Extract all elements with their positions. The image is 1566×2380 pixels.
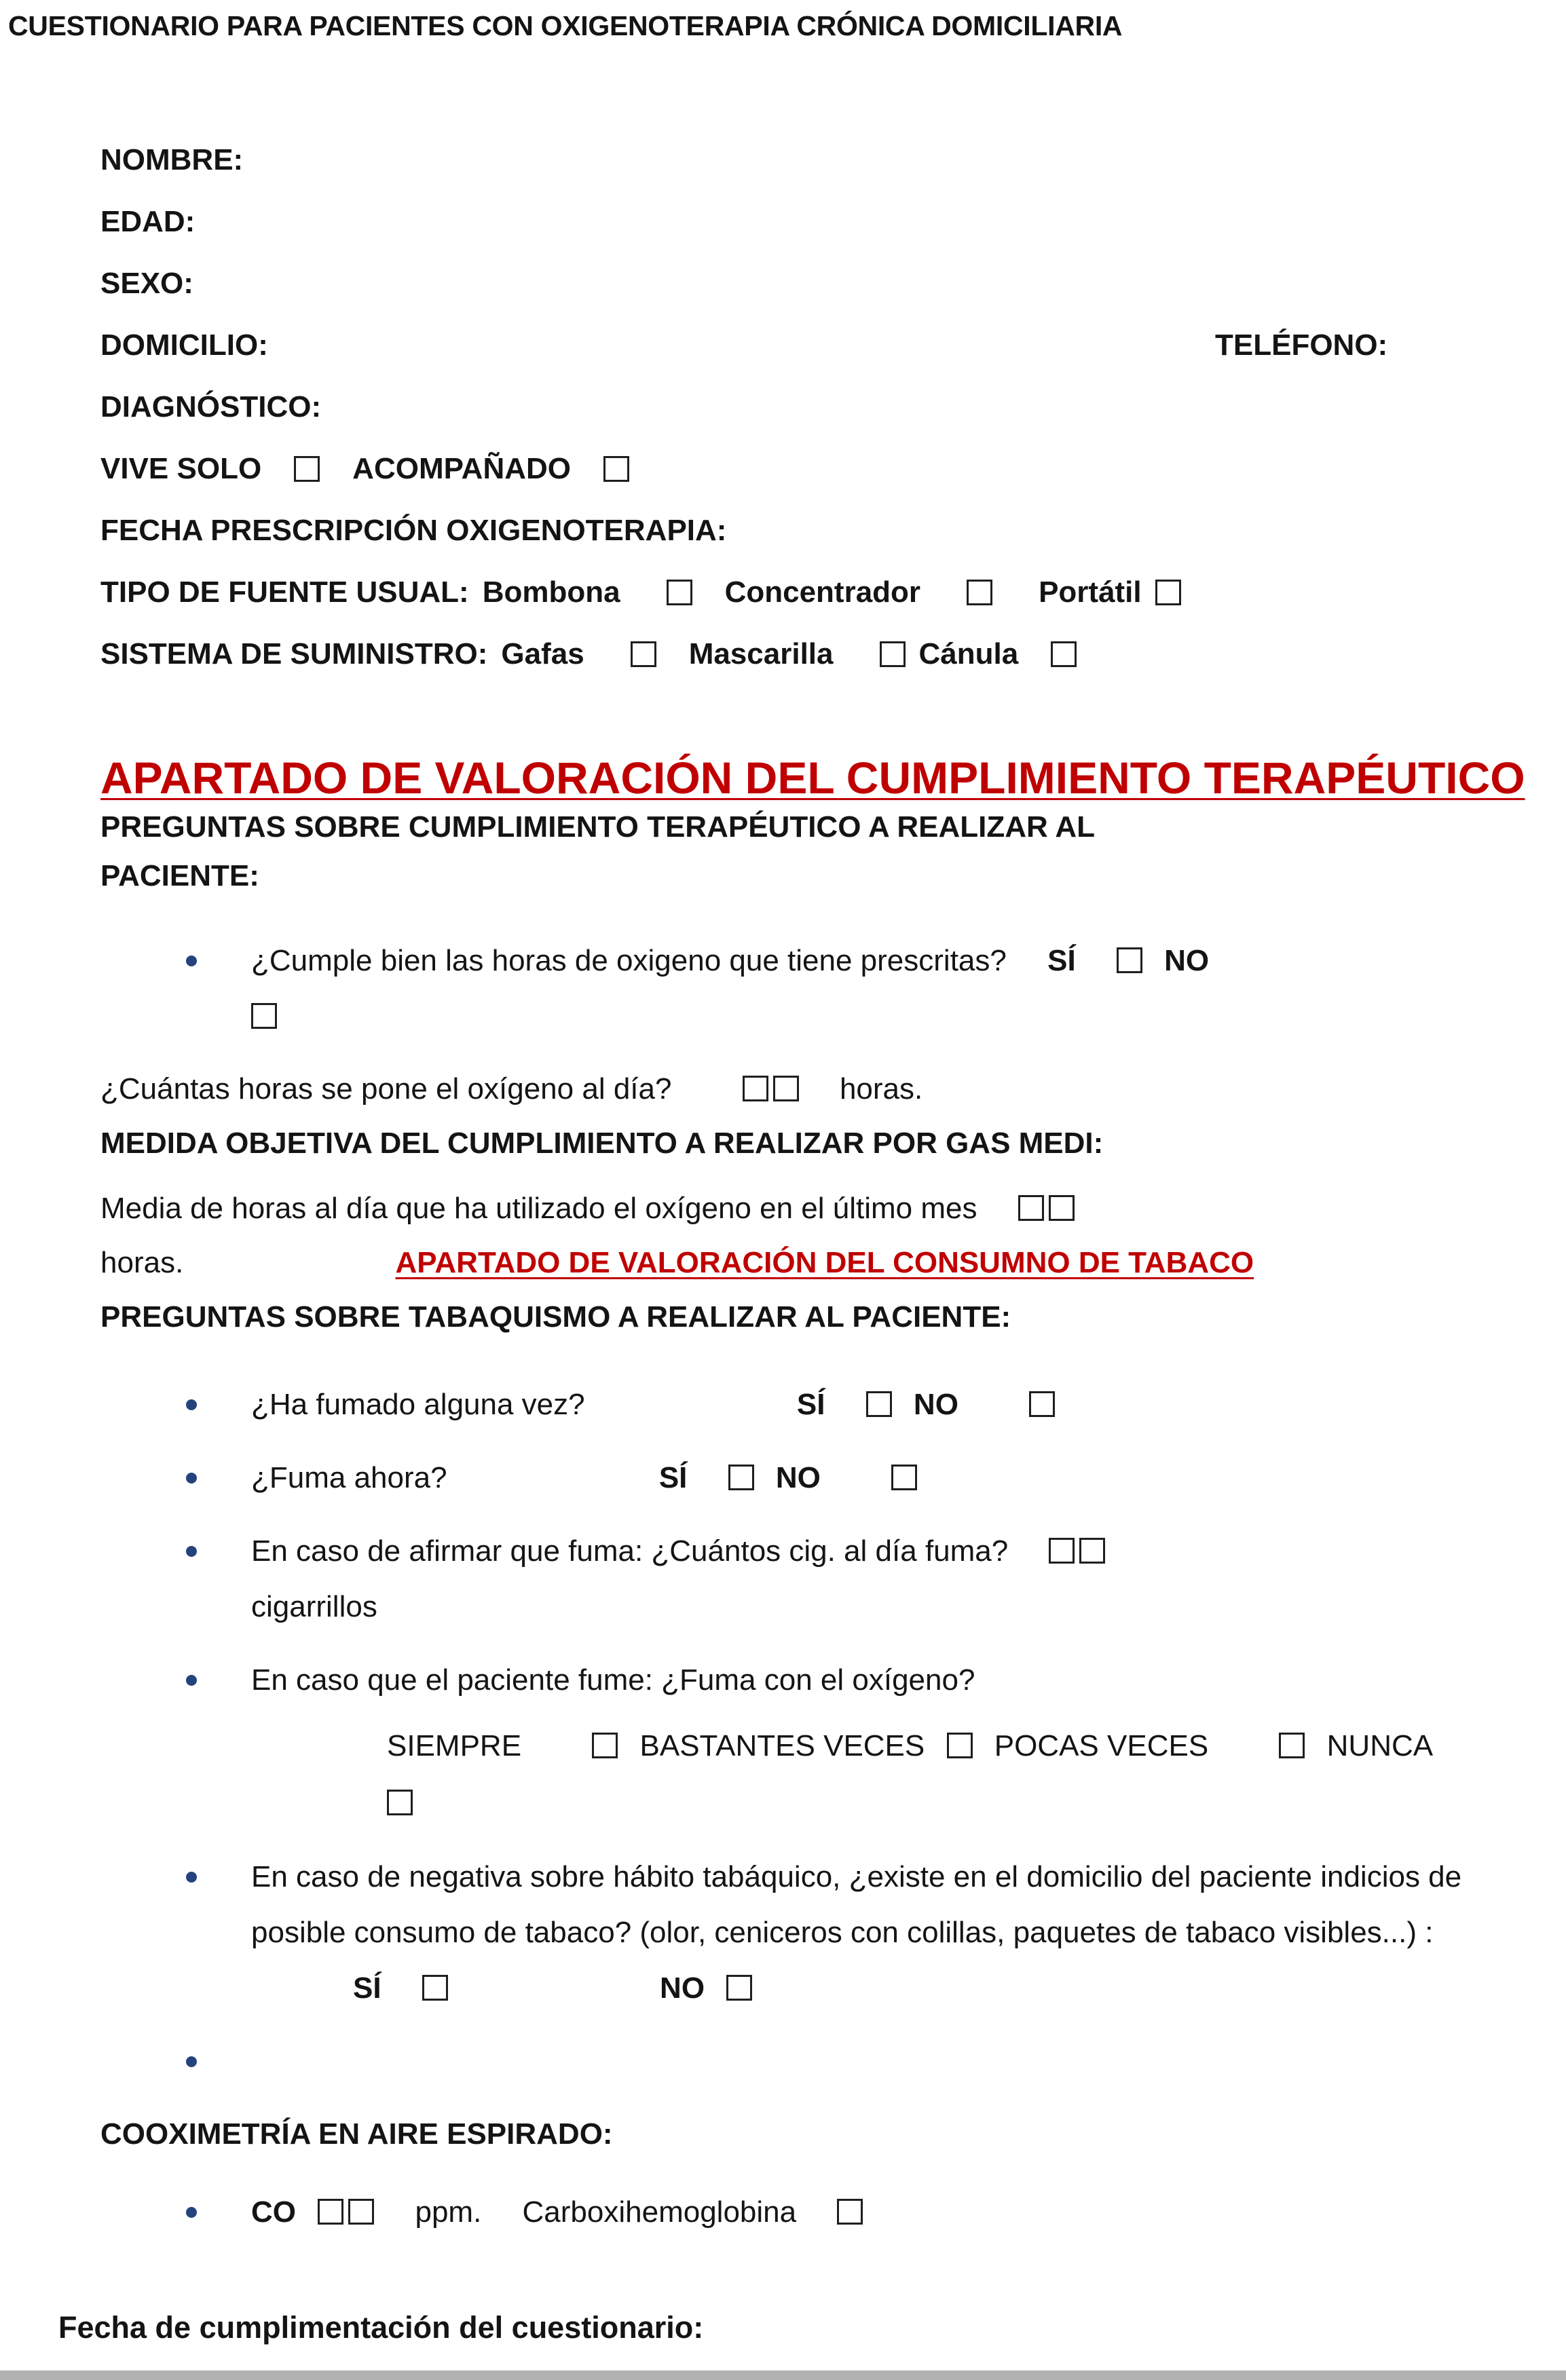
checkbox-nunca[interactable] xyxy=(387,1790,413,1815)
checkbox-media-horas-2[interactable] xyxy=(1049,1195,1075,1221)
field-domicilio xyxy=(100,314,1555,376)
field-tipo-fuente xyxy=(100,561,1555,623)
checkbox-suministro-gafas[interactable] xyxy=(631,641,656,667)
medida-objetiva-heading: MEDIDA OBJETIVA DEL CUMPLIMIENTO A REALIZAR POR GAS MEDI: xyxy=(100,1127,1104,1160)
cumplimiento-questions xyxy=(100,933,1555,1044)
question-text: ¿Cumple bien las horas de oxigeno que tiene prescritas? xyxy=(251,944,1007,977)
horas-suffix-label: horas. xyxy=(839,1072,923,1106)
no-label: NO xyxy=(1164,944,1210,977)
checkbox-acompanado[interactable] xyxy=(603,456,629,482)
co-label: CO xyxy=(251,2195,296,2229)
field-diagnostico xyxy=(100,376,1555,438)
question-indicios-tabaco xyxy=(100,1849,1555,2016)
checkbox-fuente-bombona[interactable] xyxy=(667,580,692,605)
fuente-bombona-label: Bombona xyxy=(482,575,620,609)
tabaco-questions xyxy=(100,1377,1555,2090)
page-title: CUESTIONARIO PARA PACIENTES CON OXIGENOTERAPIA CRÓNICA DOMICILIARIA xyxy=(8,10,1123,41)
cooximetria-items xyxy=(100,2185,1555,2240)
edad-label: EDAD: xyxy=(100,204,195,238)
tipo-fuente-label: TIPO DE FUENTE USUAL: xyxy=(100,575,469,609)
suministro-mascarilla-label: Mascarilla xyxy=(688,637,834,670)
telefono-label: TELÉFONO: xyxy=(1215,328,1388,362)
si-label: SÍ xyxy=(353,1971,381,2005)
cooximetria-heading: COOXIMETRÍA EN AIRE ESPIRADO: xyxy=(100,2117,613,2151)
question-cumple-horas xyxy=(100,933,1555,1044)
opt-bastantes-veces-label: BASTANTES VECES xyxy=(639,1729,925,1762)
sistema-label: SISTEMA DE SUMINISTRO: xyxy=(100,637,488,670)
checkbox-cumple-si[interactable] xyxy=(1117,947,1142,973)
domicilio-label: DOMICILIO: xyxy=(100,328,268,362)
field-sexo xyxy=(100,252,1555,314)
page-bottom-edge xyxy=(0,2370,1566,2380)
footer-fecha-label: Fecha de cumplimentación del cuestionario: xyxy=(58,2310,704,2345)
checkbox-vive-solo[interactable] xyxy=(294,456,320,482)
checkbox-carboxihemoglobina[interactable] xyxy=(837,2199,863,2225)
checkbox-indicios-si[interactable] xyxy=(422,1975,448,2001)
question-ha-fumado xyxy=(100,1377,1555,1433)
checkbox-cumple-no[interactable] xyxy=(251,1003,277,1029)
opt-siempre-label: SIEMPRE xyxy=(387,1729,522,1762)
checkbox-siempre[interactable] xyxy=(592,1733,618,1758)
question-cuantas-horas xyxy=(100,1062,1555,1116)
question-text: En caso que el paciente fume: ¿Fuma con el oxígeno? xyxy=(251,1663,975,1697)
question-fuma-con-oxigeno xyxy=(100,1652,1555,1832)
media-suffix-label: horas. xyxy=(100,1246,184,1279)
fuma-oxigeno-options xyxy=(387,1718,1555,1832)
checkbox-fuente-concentrador[interactable] xyxy=(967,580,992,605)
carboxihemoglobina-label: Carboxihemoglobina xyxy=(522,2195,797,2229)
cigarrillos-suffix-label: cigarrillos xyxy=(251,1590,377,1623)
checkbox-co-1[interactable] xyxy=(318,2199,343,2225)
section-cumplimiento xyxy=(100,753,1555,2240)
cumplimiento-heading: APARTADO DE VALORACIÓN DEL CUMPLIMIENTO TERAPÉUTICO xyxy=(100,753,1525,803)
question-text: ¿Ha fumado alguna vez? xyxy=(251,1388,585,1421)
checkbox-cigarrillos-1[interactable] xyxy=(1049,1538,1075,1564)
media-text: Media de horas al día que ha utilizado el oxígeno en el último mes xyxy=(100,1192,977,1225)
question-text: ¿Fuma ahora? xyxy=(251,1461,447,1494)
checkbox-fuma-ahora-no[interactable] xyxy=(891,1465,917,1490)
checkbox-ha-fumado-si[interactable] xyxy=(866,1391,892,1417)
checkbox-indicios-no[interactable] xyxy=(726,1975,752,2001)
cumplimiento-subheading: PREGUNTAS SOBRE CUMPLIMIENTO TERAPÉUTICO A REALIZAR AL PACIENTE: xyxy=(100,810,1095,892)
tabaco-heading: APARTADO DE VALORACIÓN DEL CONSUMNO DE TABACO xyxy=(395,1246,1254,1279)
diagnostico-label: DIAGNÓSTICO: xyxy=(100,390,322,423)
fecha-prescripcion-label: FECHA PRESCRIPCIÓN OXIGENOTERAPIA: xyxy=(100,513,727,547)
ppm-label: ppm. xyxy=(415,2195,482,2229)
checkbox-suministro-canula[interactable] xyxy=(1051,641,1077,667)
opt-pocas-veces-label: POCAS VECES xyxy=(994,1729,1209,1762)
sexo-label: SEXO: xyxy=(100,266,193,300)
checkbox-horas-dia-2[interactable] xyxy=(773,1076,799,1101)
checkbox-pocas-veces[interactable] xyxy=(1279,1733,1305,1758)
vive-solo-label: VIVE SOLO xyxy=(100,451,262,485)
fuente-concentrador-label: Concentrador xyxy=(724,575,921,609)
question-text: En caso de negativa sobre hábito tabáquico, ¿existe en el domicilio del paciente indicios de posible consumo de tabaco? (olor, ceniceros con colillas, paquetes de tabaco visibles...) : xyxy=(251,1860,1462,1949)
co-measurement-item xyxy=(100,2185,1555,2240)
no-label: NO xyxy=(660,1971,705,2005)
empty-bullet-item xyxy=(100,2034,1555,2090)
field-sistema-suministro xyxy=(100,623,1555,685)
tabaco-subheading: PREGUNTAS SOBRE TABAQUISMO A REALIZAR AL PACIENTE: xyxy=(100,1300,1011,1334)
checkbox-ha-fumado-no[interactable] xyxy=(1029,1391,1055,1417)
field-edad xyxy=(100,191,1555,252)
nombre-label: NOMBRE: xyxy=(100,143,244,176)
no-label: NO xyxy=(775,1461,821,1494)
checkbox-horas-dia-1[interactable] xyxy=(743,1076,768,1101)
checkbox-cigarrillos-2[interactable] xyxy=(1079,1538,1105,1564)
field-vive xyxy=(100,438,1555,499)
si-label: SÍ xyxy=(658,1461,688,1494)
field-fecha-prescripcion xyxy=(100,499,1555,561)
question-text: En caso de afirmar que fuma: ¿Cuántos cig. al día fuma? xyxy=(251,1534,1009,1568)
checkbox-suministro-mascarilla[interactable] xyxy=(880,641,906,667)
suministro-canula-label: Cánula xyxy=(918,637,1019,670)
checkbox-media-horas-1[interactable] xyxy=(1018,1195,1044,1221)
checkbox-fuma-ahora-si[interactable] xyxy=(728,1465,754,1490)
checkbox-fuente-portatil[interactable] xyxy=(1155,580,1181,605)
question-text: ¿Cuántas horas se pone el oxígeno al día? xyxy=(100,1072,672,1106)
field-nombre xyxy=(100,129,1555,191)
suministro-gafas-label: Gafas xyxy=(501,637,584,670)
question-fuma-ahora xyxy=(100,1450,1555,1506)
media-horas-line xyxy=(100,1182,1555,1236)
checkbox-bastantes-veces[interactable] xyxy=(947,1733,973,1758)
fuente-portatil-label: Portátil xyxy=(1039,575,1142,609)
no-label: NO xyxy=(913,1388,958,1421)
si-label: SÍ xyxy=(796,1388,825,1421)
checkbox-co-2[interactable] xyxy=(348,2199,374,2225)
question-cuantos-cigarrillos xyxy=(100,1524,1555,1635)
si-label: SÍ xyxy=(1047,944,1076,977)
acompanado-label: ACOMPAÑADO xyxy=(352,451,572,485)
horas-and-tabaco-heading-line xyxy=(100,1236,1555,1290)
opt-nunca-label: NUNCA xyxy=(1326,1729,1434,1762)
patient-info-block xyxy=(100,129,1555,685)
